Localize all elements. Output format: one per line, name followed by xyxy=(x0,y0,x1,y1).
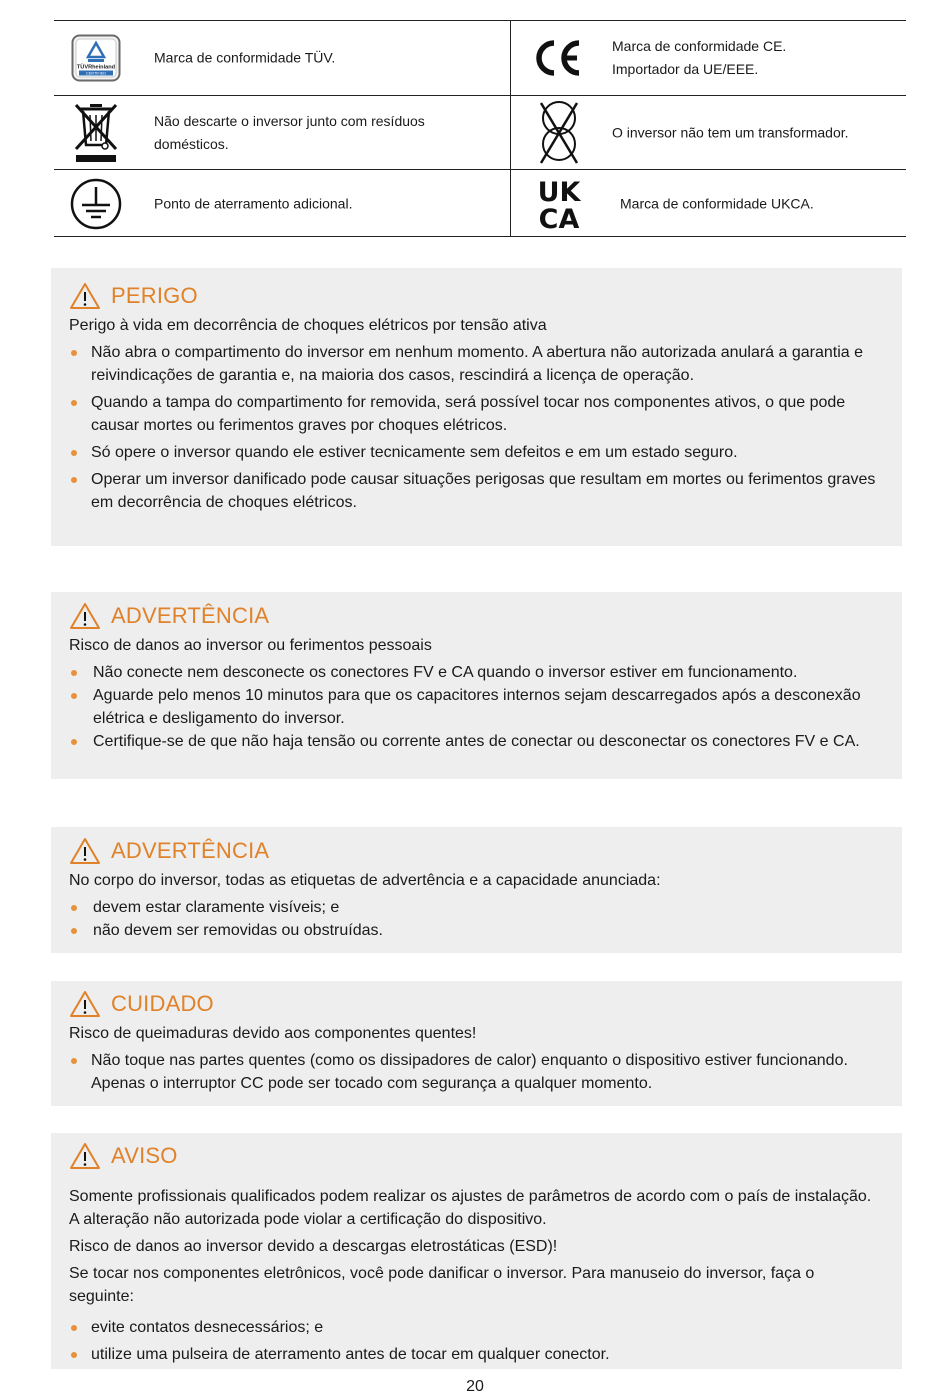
list-item: evite contatos desnecessários; e xyxy=(69,1316,882,1339)
notice-cuidado xyxy=(51,981,902,1106)
list-item: Operar um inversor danificado pode causar situações perigosas que resultam em mortes ou ferimentos graves em decorrência de choques elétricos. xyxy=(69,468,882,514)
symbol-cell-ce xyxy=(510,21,906,95)
list-item: Não conecte nem desconecte os conectores FV e CA quando o inversor estiver em funcionamento. xyxy=(69,661,882,684)
warning-triangle-icon xyxy=(69,837,101,865)
list-item: Não abra o compartimento do inversor em nenhum momento. A abertura não autorizada anulará a garantia e reivindicações de garantia e, na maioria dos casos, rescindirá a licença de operação. xyxy=(69,341,882,387)
notice-title: CUIDADO xyxy=(111,991,214,1016)
notice-paragraph: Somente profissionais qualificados podem realizar os ajustes de parâmetros de acordo com o país de instalação. A alteração não autorizada pode violar a certificação do dispositivo. xyxy=(69,1188,872,1228)
notice-paragraph: Se tocar nos componentes eletrônicos, você pode danificar o inversor. Para manuseio do inversor, faça o seguinte: xyxy=(69,1265,815,1305)
list-item: Quando a tampa do compartimento for removida, será possível tocar nos componentes ativos, o que pode causar mortes ou ferimentos graves por choques elétricos. xyxy=(69,391,882,437)
ground-icon xyxy=(70,173,122,235)
ukca-mark-icon xyxy=(533,173,585,235)
symbol-row xyxy=(54,96,906,170)
symbol-row xyxy=(54,21,906,96)
list-item: utilize uma pulseira de aterramento antes de tocar em qualquer conector. xyxy=(69,1343,882,1366)
list-item: devem estar claramente visíveis; e xyxy=(69,896,882,919)
ground-text: Ponto de aterramento adicional. xyxy=(154,195,353,211)
ukca-logo-line-1: UK xyxy=(537,176,581,208)
ukca-logo-line-2: CA xyxy=(538,203,580,232)
symbol-cell-transformer xyxy=(510,96,906,169)
ukca-description xyxy=(620,192,896,215)
notice-advertencia-1 xyxy=(51,592,902,779)
weee-description xyxy=(154,110,500,156)
notice-list xyxy=(69,1316,882,1366)
notice-header xyxy=(69,599,882,633)
symbol-cell-tuv xyxy=(54,21,510,95)
list-item: Certifique-se de que não haja tensão ou corrente antes de conectar ou desconectar os conectores FV e CA. xyxy=(69,730,882,753)
ground-description xyxy=(154,192,500,215)
symbol-table xyxy=(54,20,906,237)
no-transformer-icon xyxy=(533,102,585,164)
warning-triangle-icon xyxy=(69,1142,101,1170)
notice-title: PERIGO xyxy=(111,283,198,308)
symbol-cell-ukca xyxy=(510,170,906,237)
notice-list xyxy=(69,1049,882,1095)
ce-line-2: Importador da UE/EEE. xyxy=(612,61,759,77)
notice-subtitle: Risco de danos ao inversor ou ferimentos pessoais xyxy=(69,637,432,654)
notice-header xyxy=(69,834,882,868)
list-item: Só opere o inversor quando ele estiver tecnicamente sem defeitos e em um estado seguro. xyxy=(69,441,882,464)
ce-mark-icon xyxy=(533,27,585,89)
notice-title: ADVERTÊNCIA xyxy=(111,838,270,863)
symbol-row xyxy=(54,170,906,237)
list-item: Aguarde pelo menos 10 minutos para que os capacitores internos sejam descarregados após a desconexão elétrica e desligamento do inversor. xyxy=(69,684,882,730)
notice-advertencia-2 xyxy=(51,827,902,953)
symbol-cell-ground xyxy=(54,170,510,237)
warning-triangle-icon xyxy=(69,990,101,1018)
notice-list xyxy=(69,896,882,942)
notice-title: ADVERTÊNCIA xyxy=(111,603,270,628)
notice-list xyxy=(69,341,882,514)
warning-triangle-icon xyxy=(69,602,101,630)
notice-subtitle: No corpo do inversor, todas as etiquetas de advertência e a capacidade anunciada: xyxy=(69,872,661,889)
notice-header xyxy=(69,987,882,1021)
symbol-cell-weee xyxy=(54,96,510,169)
ce-description xyxy=(612,35,896,81)
notice-perigo xyxy=(51,268,902,546)
list-item: Não toque nas partes quentes (como os dissipadores de calor) enquanto o dispositivo estiver funcionando. Apenas o interruptor CC pode ser tocado com segurança a qualquer momento. xyxy=(69,1049,882,1095)
list-item: não devem ser removidas ou obstruídas. xyxy=(69,919,882,942)
tuv-text: Marca de conformidade TÜV. xyxy=(154,49,336,66)
transformer-text: O inversor não tem um transformador. xyxy=(612,124,849,140)
notice-list xyxy=(69,661,882,753)
notice-header xyxy=(69,279,882,313)
tuv-certified-icon xyxy=(70,27,122,89)
tuv-description xyxy=(154,47,500,70)
tuv-logo-sub: CERTIFIED xyxy=(86,71,106,76)
notice-aviso xyxy=(51,1133,902,1369)
notice-title: AVISO xyxy=(111,1143,178,1168)
tuv-logo-text: TÜVRheinland xyxy=(76,64,116,71)
ce-logo-text: CE xyxy=(534,38,536,39)
notice-subtitle: Perigo à vida em decorrência de choques elétricos por tensão ativa xyxy=(69,317,547,334)
page-number: 20 xyxy=(466,1378,484,1395)
ukca-text: Marca de conformidade UKCA. xyxy=(620,195,814,211)
transformer-description xyxy=(612,121,896,144)
ce-line-1: Marca de conformidade CE. xyxy=(612,38,787,54)
notice-header xyxy=(69,1139,882,1173)
notice-paragraph: Risco de danos ao inversor devido a descargas eletrostáticas (ESD)! xyxy=(69,1238,558,1255)
warning-triangle-icon xyxy=(69,282,101,310)
weee-line-2: domésticos. xyxy=(154,135,229,152)
crossed-bin-icon xyxy=(70,102,122,164)
weee-line-1: Não descarte o inversor junto com resíduos xyxy=(154,112,425,129)
notice-subtitle: Risco de queimaduras devido aos componentes quentes! xyxy=(69,1025,477,1042)
